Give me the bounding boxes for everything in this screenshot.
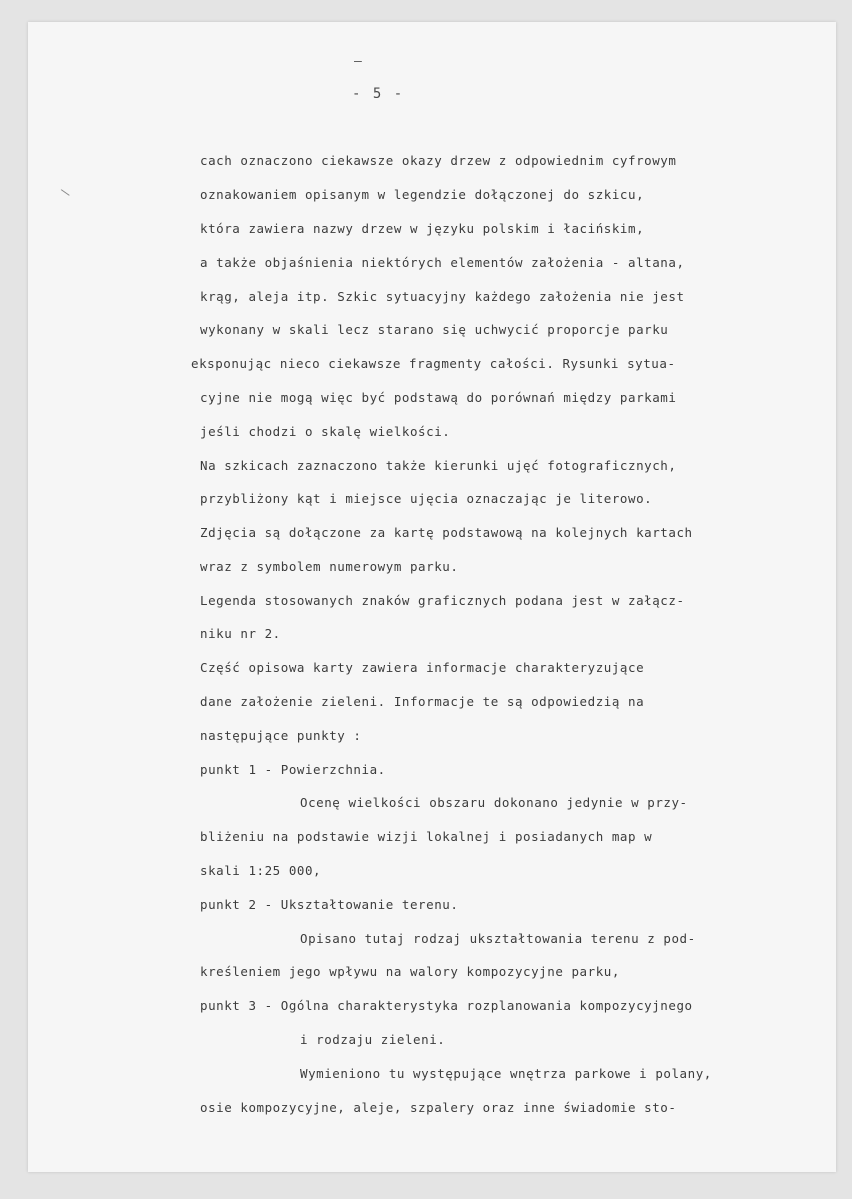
text-line: oznakowaniem opisanym w legendzie dołączonej do szkicu, xyxy=(200,187,645,202)
text-line: krąg, aleja itp. Szkic sytuacyjny każdego założenia nie jest xyxy=(200,289,685,304)
text-line: wykonany w skali lecz starano się uchwycić proporcje parku xyxy=(200,322,669,337)
text-line: punkt 2 - Ukształtowanie terenu. xyxy=(200,897,459,912)
text-line: eksponując nieco ciekawsze fragmenty całości. Rysunki sytua- xyxy=(191,356,676,371)
text-line: punkt 3 - Ogólna charakterystyka rozplanowania kompozycyjnego xyxy=(200,998,693,1013)
text-line: i rodzaju zieleni. xyxy=(300,1032,446,1047)
text-line: osie kompozycyjne, aleje, szpalery oraz inne świadomie sto- xyxy=(200,1100,677,1115)
text-line: Część opisowa karty zawiera informacje charakteryzujące xyxy=(200,660,645,675)
text-line: punkt 1 - Powierzchnia. xyxy=(200,762,386,777)
text-line: jeśli chodzi o skalę wielkości. xyxy=(200,424,451,439)
text-line: przybliżony kąt i miejsce ujęcia oznaczając je literowo. xyxy=(200,491,653,506)
text-line: niku nr 2. xyxy=(200,626,281,641)
text-line: Na szkicach zaznaczono także kierunki ujęć fotograficznych, xyxy=(200,458,677,473)
stray-pen-mark: \ xyxy=(59,185,72,200)
text-line: która zawiera nazwy drzew w języku polskim i łacińskim, xyxy=(200,221,645,236)
text-line: bliżeniu na podstawie wizji lokalnej i posiadanych map w xyxy=(200,829,653,844)
text-line: Opisano tutaj rodzaj ukształtowania terenu z pod- xyxy=(300,931,696,946)
text-line: Legenda stosowanych znaków graficznych podana jest w załącz- xyxy=(200,593,685,608)
header-mark: – xyxy=(354,54,363,69)
text-line: a także objaśnienia niektórych elementów założenia - altana, xyxy=(200,255,685,270)
text-line: Zdjęcia są dołączone za kartę podstawową na kolejnych kartach xyxy=(200,525,693,540)
text-line: kreśleniem jego wpływu na walory kompozycyjne parku, xyxy=(200,964,620,979)
text-line: skali 1:25 000, xyxy=(200,863,322,878)
text-line: Ocenę wielkości obszaru dokonano jedynie w przy- xyxy=(300,795,688,810)
text-line: dane założenie zieleni. Informacje te są odpowiedzią na xyxy=(200,694,645,709)
text-line: wraz z symbolem numerowym parku. xyxy=(200,559,459,574)
text-line: Wymieniono tu występujące wnętrza parkowe i polany, xyxy=(300,1066,712,1081)
text-line: cyjne nie mogą więc być podstawą do porównań między parkami xyxy=(200,390,677,405)
text-line: cach oznaczono ciekawsze okazy drzew z odpowiednim cyfrowym xyxy=(200,153,677,168)
text-line: następujące punkty : xyxy=(200,728,362,743)
page-number: - 5 - xyxy=(352,86,405,102)
